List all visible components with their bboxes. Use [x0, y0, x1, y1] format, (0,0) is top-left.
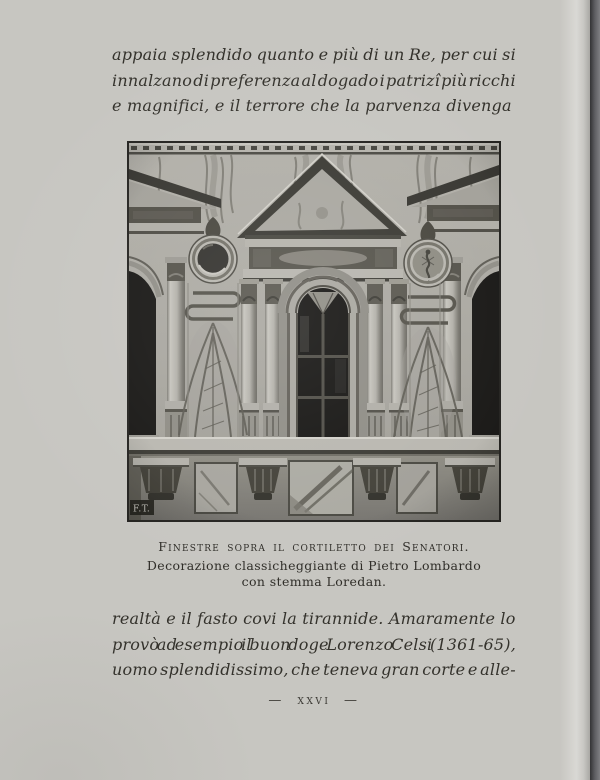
- paragraph-top: [112, 42, 516, 119]
- text-line: realtà e il fasto covi la tirannide. Amaramente lo: [112, 609, 516, 628]
- text-line: provò ad esempio il buon doge Lorenzo Celsi (1361-65),: [112, 634, 517, 654]
- caption-title: Finestre sopra il cortiletto dei Senatori.: [158, 539, 470, 554]
- paragraph-bottom: [112, 606, 516, 683]
- text-line: innalzano di preferenza al dogado i patrizî più ricchi: [112, 70, 516, 90]
- caption-subtitle-2: con stemma Loredan.: [241, 574, 387, 589]
- caption-subtitle: Decorazione classicheggiante di Pietro Lombardo: [146, 558, 482, 573]
- text-line: appaia splendido quanto e più di un Re, per cui si: [112, 45, 516, 64]
- page-number: — xxvi —: [268, 693, 360, 708]
- facade-photograph: [127, 141, 501, 522]
- text-line: e magnifici, e il terrore che la parvenza divenga: [112, 96, 512, 115]
- book-edge-shadow: [590, 0, 600, 780]
- figure-caption: [108, 539, 520, 589]
- photo-vignette: [129, 143, 499, 520]
- page-fold-highlight: [560, 0, 590, 780]
- text-line: uomo splendidissimo, che teneva gran corte e alle-: [112, 660, 516, 679]
